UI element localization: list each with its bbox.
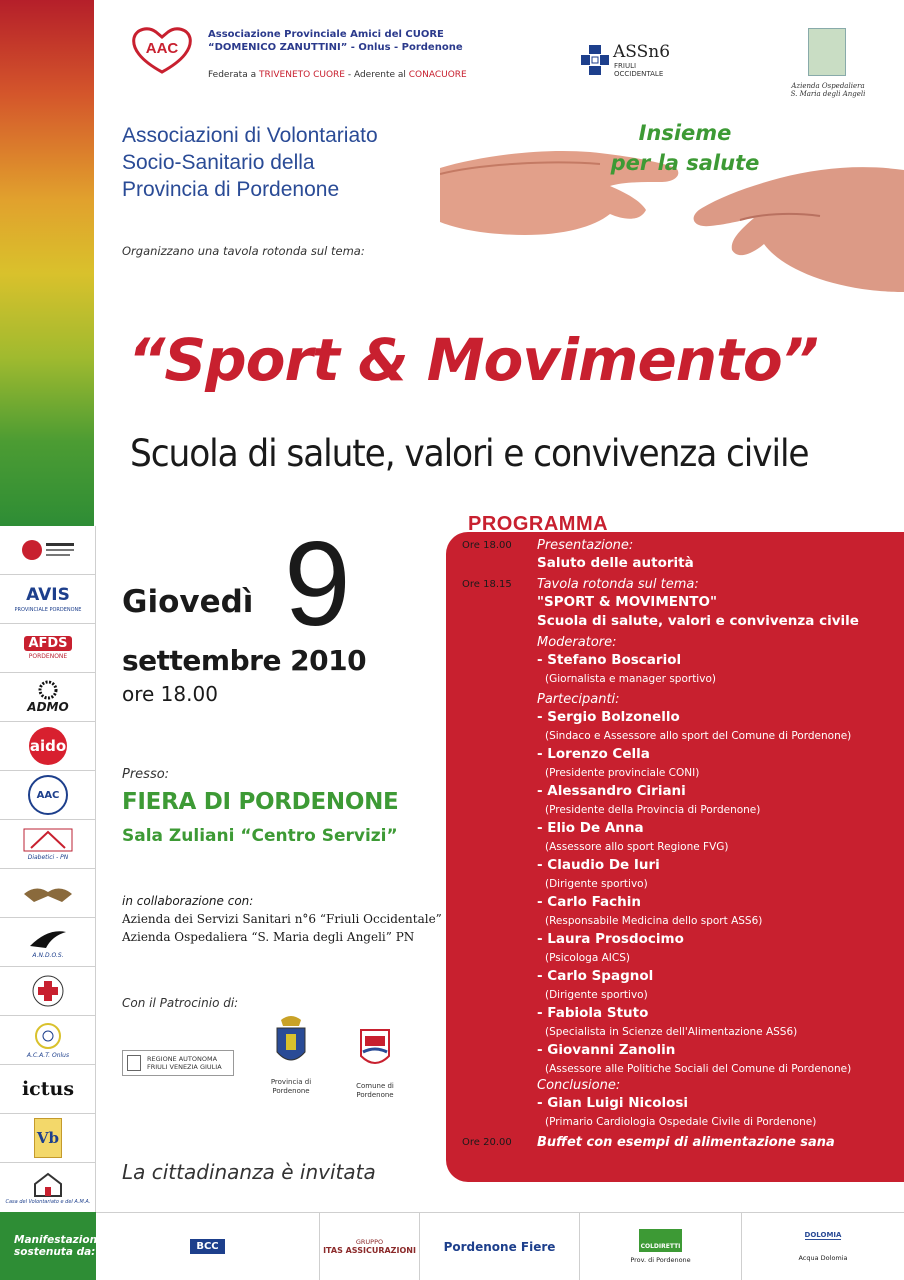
handshake-icon [22,880,74,906]
association-logo-acat: A.C.A.T. Onlus [0,1016,96,1065]
association-logo-casa-volontariato: Casa del Volontariato e del A.M.A. [0,1163,96,1212]
participant-role: (Dirigente sportivo) [545,878,648,890]
decorative-gradient-strip [0,0,94,526]
house-icon [31,1171,65,1197]
moderator-name: - Stefano Boscariol [537,652,682,668]
region-eagle-icon [127,1055,141,1071]
diabetici-logo-icon [23,828,73,852]
participant-name: - Lorenzo Cella [537,746,650,762]
patronage-label: Con il Patrocinio di: [122,996,239,1010]
participant-role: (Responsabile Medicina dello sport ASS6) [545,915,763,927]
association-logo-admo: ADMO [0,673,96,722]
bird-icon [28,926,68,950]
collaborator-2: Azienda Ospedaliera “S. Maria degli Angeli” PN [122,930,415,944]
sponsor-pordenone-fiere-logo: Pordenone Fiere [420,1213,580,1280]
association-logo-column [0,526,96,1212]
participant-name: - Carlo Spagnol [537,968,654,984]
aac-association-name [208,28,463,54]
event-hour: ore 18.00 [122,682,218,706]
collaborator-1: Azienda dei Servizi Sanitari n°6 “Friuli Occidentale” [122,912,442,926]
association-logo-andos: A.N.D.O.S. [0,918,96,967]
sponsors-band [96,1212,904,1280]
association-logo-ictus: ictus [0,1065,96,1114]
event-day-number: 9 [284,517,351,651]
association-logo-avis: AVIS PROVINCIALE PORDENONE [0,575,96,624]
participant-name: - Giovanni Zanolin [537,1042,676,1058]
sponsor-bcc-logo: BCC [96,1213,320,1280]
venue-label: Presso: [122,767,170,782]
moderator-label: Moderatore: [537,635,617,650]
organize-intro: Organizzano una tavola rotonda sul tema: [122,244,365,258]
programme-title: PROGRAMMA [468,513,609,535]
participant-name: - Elio De Anna [537,820,644,836]
sponsor-coldiretti-logo: COLDIRETTI Prov. di Pordenone [580,1213,742,1280]
collaboration-label: in collaborazione con: [122,894,254,908]
provincia-logo: Provincia di Pordenone [266,1012,316,1096]
participant-role: (Assessore allo sport Regione FVG) [545,841,729,853]
participant-name: - Sergio Bolzonello [537,709,680,725]
aac-heart-logo [130,26,194,74]
aac-line-1: Associazione Provinciale Amici del CUORE [208,29,444,40]
cross-logo-icon [20,537,76,563]
invitation-line: La cittadinanza è invitata [122,1160,376,1184]
aac-logo-text: AAC [145,40,179,57]
event-subtitle: Scuola di salute, valori e convivenza civile [130,432,809,475]
programme-item: Ore 20.00 Buffet con esempi di alimentazione sana [462,1135,835,1150]
programme-time: Ore 18.15 [462,579,512,590]
participant-role: (Dirigente sportivo) [545,989,648,1001]
ass6-subtitle: FRIULI OCCIDENTALE [614,62,664,78]
red-cross-icon [30,974,66,1008]
programme-time: Ore 20.00 [462,1137,512,1148]
participant-role: (Sindaco e Assessore allo sport del Comune di Pordenone) [545,730,852,742]
conclusion-label: Conclusione: [537,1078,621,1093]
association-logo-diabetici: Diabetici - PN [0,820,96,869]
participant-name: - Laura Prosdocimo [537,931,684,947]
participant-role: (Psicologa AICS) [545,952,630,964]
participants-list [537,708,898,1078]
participant-role: (Presidente della Provincia di Pordenone) [545,804,761,816]
aac-federation-note: Federata a TRIVENETO CUORE - Aderente al CONACUORE [208,70,467,80]
programme-item: Ore 18.00 Presentazione: Saluto delle autorità [462,538,694,571]
conclusion-name: - Gian Luigi Nicolosi [537,1095,689,1111]
association-logo-red-cross [0,967,96,1016]
participant-role: (Presidente provinciale CONI) [545,767,700,779]
venue-room: Sala Zuliani “Centro Servizi” [122,826,398,846]
sponsor-dolomia-logo: DOLOMIA Acqua Dolomia [798,1231,848,1262]
sponsors-label: Manifestazione sostenuta da: [0,1212,96,1280]
association-logo-vb: Vb [0,1114,96,1163]
participants-label: Partecipanti: [537,692,620,707]
slogan: Insieme per la salute [610,121,760,175]
association-logo-aido: aido [0,722,96,771]
organizers-heading: Associazioni di Volontariato Socio-Sanitario della Provincia di Pordenone [122,124,378,201]
region-logo: REGIONE AUTONOMA FRIULI VENEZIA GIULIA [122,1050,234,1076]
event-weekday: Giovedì [122,584,254,620]
event-month-year: settembre 2010 [122,644,367,677]
association-logo-afds: AFDS PORDENONE [0,624,96,673]
participant-role: (Specialista in Scienze dell'Alimentazione ASS6) [545,1026,798,1038]
participant-name: - Claudio De Iuri [537,857,660,873]
comune-logo: Comune di Pordenone [352,1028,398,1100]
venue-name: FIERA DI PORDENONE [122,789,399,815]
programme-item: Ore 18.15 Tavola rotonda sul tema: "SPORT & MOVIMENTO" Scuola di salute, valori e convivenza civile Moderatore: - Stefano Boscariol (Giornalista e manager sportivo) Partecipanti: - Sergio Bolzonello (Sindaco e Assessore allo sport del Comune di Pordenone) - Lorenzo Cella (Presidente provinciale CONI) - Alessandro Ciriani (Presidente della Provincia di Pordenone) - Elio De Anna (Assessore allo sport Regione FVG) - Claudio De Iuri (Dirigente sportivo) - Carlo Fachin (Responsabile Medicina dello sport ASS6) - Laura Prosdocimo (Psicologa AICS) - Carlo Spagnol (Dirigente sportivo) - Fabiola Stuto (Specialista in Scienze dell'Alimentazione ASS6) - Giovanni Zanolin (Assessore alle Politiche Sociali del Comune di Pordenone) Conclusione: - Gian Luigi Nicolosi (Primario Cardiologia Ospedale Civile di Pordenone) [458,577,898,1131]
event-title: “Sport & Movimento” [128,326,819,394]
association-logo [0,526,96,575]
azienda-ospedaliera-logo [808,28,846,76]
programme-time: Ore 18.00 [462,540,512,551]
programme-list [458,538,898,1151]
participant-name: - Carlo Fachin [537,894,641,910]
azienda-ospedaliera-caption: Azienda Ospedaliera S. Maria degli Angeli [790,82,866,98]
sponsor-itas-logo: GRUPPO ITAS ASSICURAZIONI [320,1213,420,1280]
association-logo-handshake [0,869,96,918]
admo-sun-icon [38,680,58,700]
ass6-name: ASSn6 [613,42,671,62]
participant-name: - Fabiola Stuto [537,1005,649,1021]
ass6-logo-icon [580,44,610,76]
aac-line-2: “DOMENICO ZANUTTINI” - Onlus - Pordenone [208,42,463,53]
participant-name: - Alessandro Ciriani [537,783,686,799]
collaboration-block [122,892,442,946]
comune-crest-icon [359,1028,391,1070]
participant-role: (Assessore alle Politiche Sociali del Comune di Pordenone) [545,1063,852,1075]
acat-flower-icon [31,1022,65,1050]
provincia-crest-icon [271,1012,311,1070]
association-logo-aac-circle: AAC [0,771,96,820]
